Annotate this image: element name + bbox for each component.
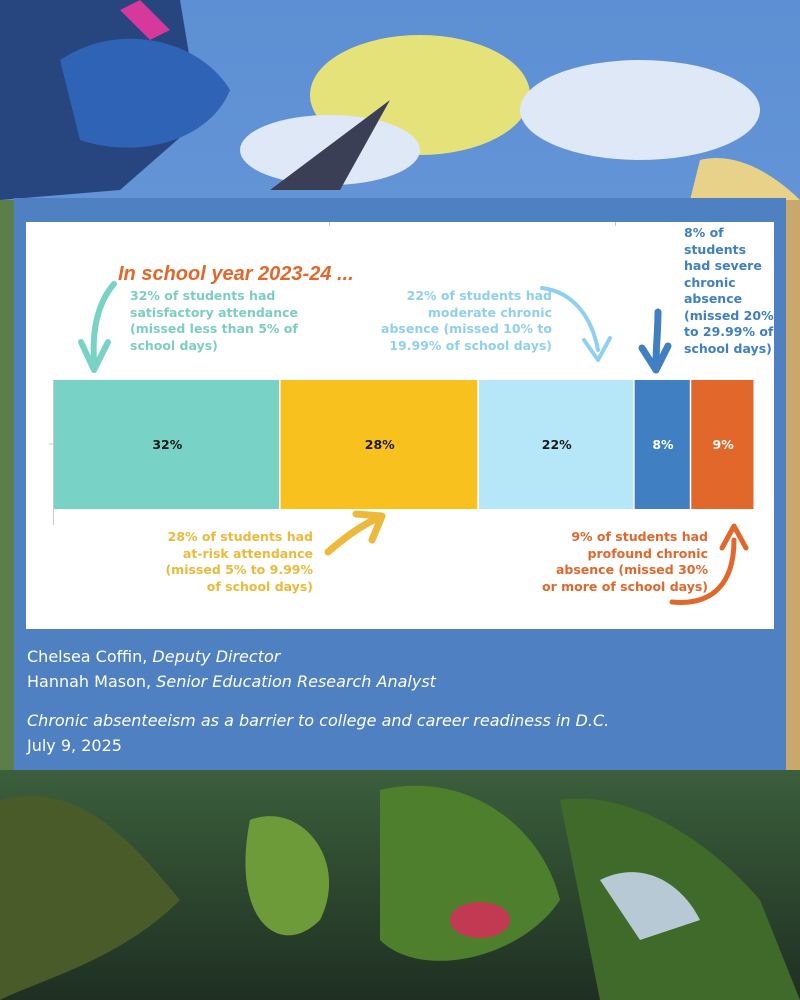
annotation-moderate: 22% of students had moderate chronic absence (missed 10% to 19.99% of school days): [381, 288, 552, 353]
chart-panel: [26, 222, 774, 629]
author-line: [27, 669, 609, 694]
chart-title: In school year 2023-24 ...: [118, 263, 354, 285]
annotation-at-risk: 28% of students had at-risk attendance (missed 5% to 9.99% of school days): [165, 529, 313, 594]
annotation-profound: 9% of students had profound chronic absence (missed 30% or more of school days): [542, 529, 708, 594]
arrow-severe: [642, 312, 668, 370]
report-title: Chronic absenteeism as a barrier to college and career readiness in D.C.: [27, 711, 610, 730]
report-date: July 9, 2025: [27, 736, 122, 755]
bar-value-label-5: 9%: [712, 437, 734, 452]
author-name: Chelsea Coffin,: [27, 647, 148, 666]
author-role: Deputy Director: [152, 647, 281, 666]
stacked-bar: [54, 380, 754, 509]
author-line: [27, 644, 609, 669]
bar-value-label-4: 8%: [652, 437, 674, 452]
bar-value-label-2: 28%: [364, 437, 395, 452]
author-role: Senior Education Research Analyst: [156, 672, 436, 691]
bar-value-label-1: 32%: [152, 437, 183, 452]
annotation-severe: 8% of students had severe chronic absence (missed 20% to 29.99% of school days): [684, 225, 774, 356]
report-card: [14, 198, 786, 770]
arrow-satisfactory: [81, 284, 114, 370]
author-name: Hannah Mason,: [27, 672, 152, 691]
bar-value-label-3: 22%: [541, 437, 572, 452]
annotation-satisfactory: 32% of students had satisfactory attendance (missed less than 5% of school days): [130, 288, 299, 353]
arrow-moderate: [542, 288, 610, 360]
arrow-at-risk: [328, 514, 382, 552]
byline: [27, 644, 609, 758]
